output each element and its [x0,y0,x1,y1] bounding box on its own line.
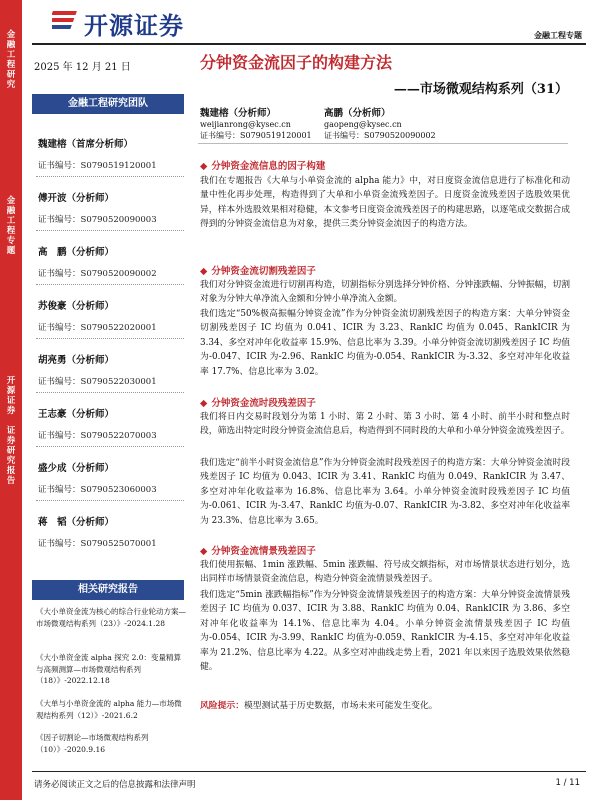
analyst-name: 王志豪（分析师） [38,409,115,420]
analyst-cert: 证书编号：S0790523060003 [38,485,157,495]
footer-disclaimer: 请务必阅读正文之后的信息披露和法律声明 [34,780,196,790]
author-card [324,108,436,141]
report-date: 2025 年 12 月 21 日 [34,62,131,73]
analyst-card [38,460,186,495]
analyst-cert: 证书编号：S0790522020001 [38,323,157,333]
header-rule [32,43,586,45]
analyst-cert: 证书编号：S0790525070001 [38,539,157,549]
authors-rule [198,143,568,144]
side-strip [0,0,22,800]
risk-notice [200,699,570,713]
footer-rule [32,771,586,772]
analyst-card [38,244,186,279]
analyst-name: 胡亮勇（分析师） [38,355,115,366]
author-name: 高鹏（分析师） [324,108,391,119]
section-paragraph: 我们选定“50%极高振幅分钟资金流”作为分钟资金流切割残差因子的构造方案：大单分钟资金切割残差因子 IC 均值为 0.041、ICIR 为 3.23、RankIC 均值为 0.045、RankICIR 为 3.34、多空对冲年化收益率 15.9%、信息比率为 3.39。小单分钟资金流切割残差因子 IC 均值为-0.047、ICIR 为-2.96、RankIC 均值为-0.054、RankICIR 为-3.32、多空对冲年化收益率 17.7%、信息比率为 3.02。 [200,309,571,377]
related-report-link[interactable]: 《大单与小单资金流的 alpha 能力—市场微观结构系列（12）》-2021.6.2 [36,699,182,720]
divider [36,392,184,393]
analyst-name: 傅开波（分析师） [38,193,115,204]
analyst-card [38,514,186,549]
report-category: 金融工程专题 [534,31,582,40]
divider [36,284,184,285]
section-paragraph: 我们选定“前半小时资金流信息”作为分钟资金流时段残差因子的构造方案：大单分钟资金流时段残差因子 IC 均值为 0.043、ICIR 为 3.41、RankIC 均值为 0.049、RankICIR 为 3.47、多空对冲年化收益率为 16.8%、信息比率为 3.64。小单分钟资金流时段残差因子 IC 均值为-0.061、ICIR 为-3.47、RankIC 均值为-0.07、RankICIR 为-3.82、多空对冲年化收益率为 23.3%、信息比率为 3.65。 [200,458,570,526]
analyst-name: 苏俊豪（分析师） [38,301,115,312]
open-source-securities-logo-icon [52,8,80,34]
analyst-name: 盛少成（分析师） [38,463,115,474]
section-heading: ◆ 分钟资金流切割残差因子 [200,263,316,277]
section-heading: ◆ 分钟资金流情景残差因子 [200,543,316,557]
section-paragraph: 我们对分钟资金流进行切割再构造，切割指标分别选择分钟价格、分钟涨跌幅、分钟振幅，切割对象为分钟大单净流入金额和分钟小单净流入金额。 [200,280,570,305]
risk-label: 风险提示： [200,701,244,711]
analyst-cert: 证书编号：S0790520090002 [38,269,157,279]
side-strip-segment-2: 金 融 工 程 专 题 [6,196,16,256]
section-paragraph: 我们在专题报告《大单与小单资金流的 alpha 能力》中，对日度资金流信息进行了标准化和动量中性化再步处理，构造得到了大单和小单资金流残差因子。日度资金流残差因子选股效果优异，样本外选股效果相对稳健，本文参考日度资金流残差因子的构建思路，以逐笔成交数据合成得到的分钟资金流信息为对象，提供三类分钟资金流因子的构造方法。 [200,176,570,230]
related-reports-heading: 相关研究报告 [32,580,184,600]
section-heading: ◆ 分钟资金流时段残差因子 [200,395,316,409]
analyst-cert: 证书编号：S0790519120001 [38,161,157,171]
analyst-cert: 证书编号：S0790522030001 [38,377,157,387]
author-cert: 证书编号：S0790520090002 [324,131,436,140]
team-heading: 金融工程研究团队 [32,94,184,114]
logo-text: 开源证券 [84,12,184,40]
section-heading: ◆ 分钟资金流信息的因子构建 [200,158,325,172]
side-strip-segment-3: 开 源 证 券 [6,376,16,416]
author-name: 魏建榕（分析师） [200,108,277,119]
section-paragraph: 我们选定“5min 涨跌幅指标”作为分钟资金流情景残差因子的构造方案：大单分钟资金流情景残差因子 IC 均值为 0.037、ICIR 为 3.88、RankIC 均值为 0.04、RankICIR 为 3.86、多空对冲年化收益率为 14.1%、信息比率为 4.04。小单分钟资金流情景残差因子 IC 均值为-0.054、ICIR 为-3.99、RankIC 均值为-0.059、RankICIR 为-4.15、多空对冲年化收益率为 21.2%、信息比率为 4.22。从多空对冲曲线走势上看，2021 年以来因子选股效果依然稳健。 [200,590,570,673]
risk-text: 模型测试基于历史数据，市场未来可能发生变化。 [244,701,438,711]
divider [36,338,184,339]
analyst-name: 蒋 韬（分析师） [38,517,115,528]
divider [36,500,184,501]
analyst-name: 魏建榕（首席分析师） [38,139,134,150]
analyst-card [38,406,186,441]
author-email[interactable]: gaopeng@kysec.cn [324,120,402,129]
analyst-card [38,190,186,225]
page-number: 1 / 11 [555,778,580,788]
analyst-cert: 证书编号：S0790520090003 [38,215,157,225]
author-cert: 证书编号：S0790519120001 [200,131,312,140]
analyst-card [38,136,186,171]
author-email[interactable]: weijianrong@kysec.cn [200,120,291,129]
section-paragraph: 我们使用振幅、1min 涨跌幅、5min 涨跌幅、符号成交额指标，对市场情景状态进行划分，选出同样市场情景资金流信息，构造分钟资金流情景残差因子。 [200,560,570,585]
divider [36,230,184,231]
related-report-link[interactable]: 《因子切割论—市场微观结构系列（10）》-2020.9.16 [36,733,149,754]
section-paragraph: 我们将日内交易时段划分为第 1 小时、第 2 小时、第 3 小时、第 4 小时、前半小时和整点时段，筛选出特定时段分钟资金流信息后，构造得到不同时段的大单和小单分钟资金流残差因子。 [200,412,570,437]
analyst-cert: 证书编号：S0790522070003 [38,431,157,441]
author-card [200,108,312,141]
analyst-card [38,352,186,387]
side-strip-segment-1: 金 融 工 程 研 究 [6,30,16,90]
brand-logo [52,6,232,40]
analyst-card [38,298,186,333]
analyst-name: 高 鹏（分析师） [38,247,115,258]
side-strip-segment-4: 证 券 研 究 报 告 [6,426,16,486]
report-title: 分钟资金流因子的构建方法 [200,53,393,72]
divider [36,446,184,447]
report-subtitle: ——市场微观结构系列（31） [393,82,568,97]
related-report-link[interactable]: 《大小单资金流为核心的综合行业轮动方案—市场微观结构系列（23）》-2024.1.28 [36,607,186,628]
divider [36,176,184,177]
related-report-link[interactable]: 《大小单资金流 alpha 探究 2.0：变量精算与高频测算—市场微观结构系列（18）》-2022.12.18 [36,653,182,685]
